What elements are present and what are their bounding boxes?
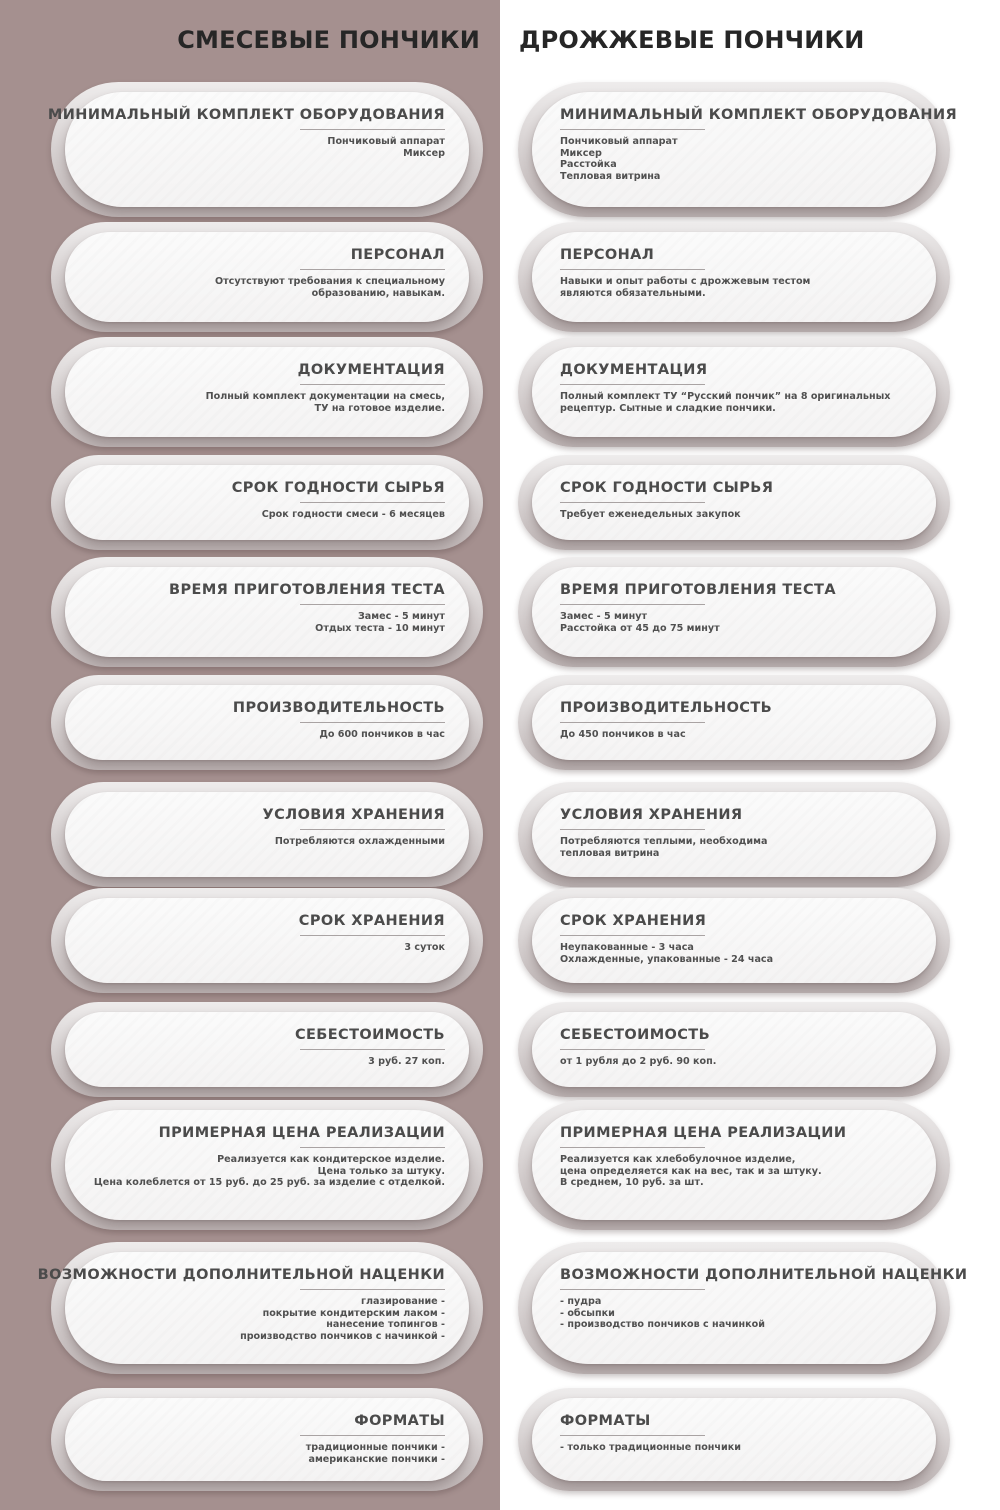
card-description: До 450 пончиков в час [560, 729, 686, 740]
title-underline [560, 722, 705, 723]
left-card-6 [51, 675, 483, 770]
card-description: - пудра - обсыпки - производство пончиков с начинкой [560, 1296, 765, 1330]
right-card-12 [518, 1388, 950, 1491]
card-description: Реализуется как кондитерское изделие. Цена только за штуку. Цена колеблется от 15 руб. до 25 руб. за изделие с отделкой. [93, 1154, 445, 1188]
card-title: СРОК ХРАНЕНИЯ [298, 913, 445, 929]
card-content [560, 807, 767, 859]
card-title: ПРИМЕРНАЯ ЦЕНА РЕАЛИЗАЦИИ [560, 1125, 847, 1141]
card-content [560, 1267, 967, 1331]
card-content [560, 1125, 846, 1189]
title-underline [300, 502, 445, 503]
card-inner [532, 792, 936, 877]
card-inner [532, 1252, 968, 1364]
card-description: Потребляются теплыми, необходима тепловая витрина [560, 836, 768, 859]
card-content [233, 700, 445, 741]
card-content [215, 247, 445, 299]
card-description: Полный комплект ТУ “Русский пончик” на 8 оригинальных рецептур. Сытные и сладкие пончики. [560, 391, 891, 414]
left-card-10 [51, 1100, 483, 1230]
card-inner [65, 898, 469, 983]
right-card-2 [518, 222, 950, 332]
right-card-7 [518, 782, 950, 887]
card-content [560, 362, 890, 414]
card-title: ДОКУМЕНТАЦИЯ [560, 362, 708, 378]
card-content [560, 1413, 741, 1454]
title-underline [560, 1289, 705, 1290]
right-card-10 [518, 1100, 950, 1230]
card-inner [532, 347, 936, 437]
title-underline [300, 1289, 445, 1290]
title-underline [560, 502, 705, 503]
card-description: Замес - 5 минут Расстойка от 45 до 75 минут [560, 611, 720, 634]
card-title: ПЕРСОНАЛ [350, 247, 445, 263]
right-card-6 [518, 675, 950, 770]
card-title: ВРЕМЯ ПРИГОТОВЛЕНИЯ ТЕСТА [560, 582, 836, 598]
card-inner [532, 685, 936, 760]
card-description: - только традиционные пончики [560, 1442, 741, 1453]
card-inner [65, 1398, 469, 1481]
right-card-11 [518, 1242, 968, 1374]
card-description: традиционные пончики - американские пончики - [305, 1442, 445, 1465]
card-inner [65, 1110, 469, 1220]
left-card-3 [51, 337, 483, 447]
card-title: СЕБЕСТОИМОСТЬ [560, 1027, 711, 1043]
card-description: 3 руб. 27 коп. [368, 1056, 445, 1067]
title-underline [300, 1147, 445, 1148]
right-card-8 [518, 888, 950, 993]
title-underline [560, 1049, 705, 1050]
title-underline [560, 129, 705, 130]
title-underline [560, 829, 705, 830]
card-content [560, 1027, 716, 1068]
card-title: СРОК ГОДНОСТИ СЫРЬЯ [560, 480, 774, 496]
title-underline [560, 604, 705, 605]
card-title: ВОЗМОЖНОСТИ ДОПОЛНИТЕЛЬНОЙ НАЦЕНКИ [560, 1267, 968, 1283]
title-underline [300, 1049, 445, 1050]
card-title: МИНИМАЛЬНЫЙ КОМПЛЕКТ ОБОРУДОВАНИЯ [560, 107, 958, 123]
left-card-8 [51, 888, 483, 993]
left-card-2 [51, 222, 483, 332]
card-inner [532, 92, 958, 207]
card-content [560, 480, 773, 521]
card-content [169, 582, 445, 634]
card-inner [65, 347, 469, 437]
title-underline [300, 129, 445, 130]
title-underline [560, 1435, 705, 1436]
card-title: ДОКУМЕНТАЦИЯ [297, 362, 445, 378]
card-description: Полный комплект документации на смесь, ТУ на готовое изделие. [205, 391, 445, 414]
card-inner [65, 567, 469, 657]
left-column-title: СМЕСЕВЫЕ ПОНЧИКИ [177, 26, 480, 54]
card-description: Пончиковый аппарат Миксер Расстойка Тепловая витрина [560, 136, 678, 182]
right-column-title: ДРОЖЖЕВЫЕ ПОНЧИКИ [519, 26, 865, 54]
title-underline [300, 935, 445, 936]
card-title: ПРОИЗВОДИТЕЛЬНОСТЬ [560, 700, 773, 716]
title-underline [300, 604, 445, 605]
card-content [560, 582, 836, 634]
card-inner [532, 232, 936, 322]
card-inner [65, 1012, 469, 1087]
card-inner [47, 92, 469, 207]
title-underline [560, 269, 705, 270]
card-content [94, 1125, 445, 1189]
card-content [560, 107, 957, 182]
left-card-1 [47, 82, 483, 217]
card-description: Навыки и опыт работы с дрожжевым тестом являются обязательными. [560, 276, 811, 299]
card-description: 3 суток [404, 942, 445, 953]
card-inner [37, 1252, 469, 1364]
card-description: глазирование - покрытие кондитерским лаком - нанесение топингов - производство пончиков с начинкой - [240, 1296, 445, 1342]
card-inner [65, 792, 469, 877]
card-content [299, 913, 445, 954]
card-content [560, 247, 810, 299]
card-description: Реализуется как хлебобулочное изделие, цена определяется как на вес, так и за штуку. В среднем, 10 руб. за шт. [560, 1154, 822, 1188]
title-underline [560, 935, 705, 936]
right-card-3 [518, 337, 950, 447]
right-card-4 [518, 455, 950, 550]
left-card-4 [51, 455, 483, 550]
title-underline [560, 1147, 705, 1148]
card-title: СЕБЕСТОИМОСТЬ [294, 1027, 445, 1043]
card-description: Срок годности смеси - 6 месяцев [261, 509, 445, 520]
card-title: СРОК ХРАНЕНИЯ [560, 913, 707, 929]
card-title: УСЛОВИЯ ХРАНЕНИЯ [560, 807, 743, 823]
card-content [48, 107, 445, 159]
card-inner [532, 465, 936, 540]
card-inner [65, 465, 469, 540]
card-description: Неупакованные - 3 часа Охлажденные, упакованные - 24 часа [560, 942, 774, 965]
title-underline [300, 1435, 445, 1436]
card-inner [532, 898, 936, 983]
card-content [300, 1413, 445, 1465]
card-content [560, 700, 772, 741]
title-underline [560, 384, 705, 385]
card-title: ПРИМЕРНАЯ ЦЕНА РЕАЛИЗАЦИИ [158, 1125, 445, 1141]
card-inner [65, 685, 469, 760]
card-title: ПЕРСОНАЛ [560, 247, 655, 263]
card-inner [532, 1110, 936, 1220]
card-description: Замес - 5 минут Отдых теста - 10 минут [315, 611, 445, 634]
card-content [560, 913, 773, 965]
card-description: До 600 пончиков в час [319, 729, 445, 740]
card-content [38, 1267, 445, 1342]
right-card-5 [518, 557, 950, 667]
left-card-11 [37, 1242, 483, 1374]
title-underline [300, 829, 445, 830]
left-card-9 [51, 1002, 483, 1097]
card-description: Пончиковый аппарат Миксер [327, 136, 445, 159]
card-description: Потребляются охлажденными [274, 836, 445, 847]
card-inner [532, 1012, 936, 1087]
card-content [263, 807, 446, 848]
card-title: ВРЕМЯ ПРИГОТОВЛЕНИЯ ТЕСТА [169, 582, 445, 598]
card-description: Требует еженедельных закупок [560, 509, 741, 520]
card-title: УСЛОВИЯ ХРАНЕНИЯ [262, 807, 445, 823]
card-content [206, 362, 445, 414]
title-underline [300, 384, 445, 385]
card-title: СРОК ГОДНОСТИ СЫРЬЯ [231, 480, 445, 496]
right-card-1 [518, 82, 958, 217]
card-content [232, 480, 445, 521]
card-title: МИНИМАЛЬНЫЙ КОМПЛЕКТ ОБОРУДОВАНИЯ [47, 107, 445, 123]
card-title: ВОЗМОЖНОСТИ ДОПОЛНИТЕЛЬНОЙ НАЦЕНКИ [37, 1267, 445, 1283]
card-description: Отсутствуют требования к специальному образованию, навыкам. [214, 276, 445, 299]
right-card-9 [518, 1002, 950, 1097]
card-inner [532, 567, 936, 657]
card-title: ПРОИЗВОДИТЕЛЬНОСТЬ [232, 700, 445, 716]
title-underline [300, 722, 445, 723]
left-card-5 [51, 557, 483, 667]
left-card-12 [51, 1388, 483, 1491]
card-title: ФОРМАТЫ [560, 1413, 651, 1429]
title-underline [300, 269, 445, 270]
card-title: ФОРМАТЫ [354, 1413, 445, 1429]
card-inner [532, 1398, 936, 1481]
card-inner [65, 232, 469, 322]
card-description: от 1 рубля до 2 руб. 90 коп. [560, 1056, 717, 1067]
left-card-7 [51, 782, 483, 887]
card-content [295, 1027, 445, 1068]
